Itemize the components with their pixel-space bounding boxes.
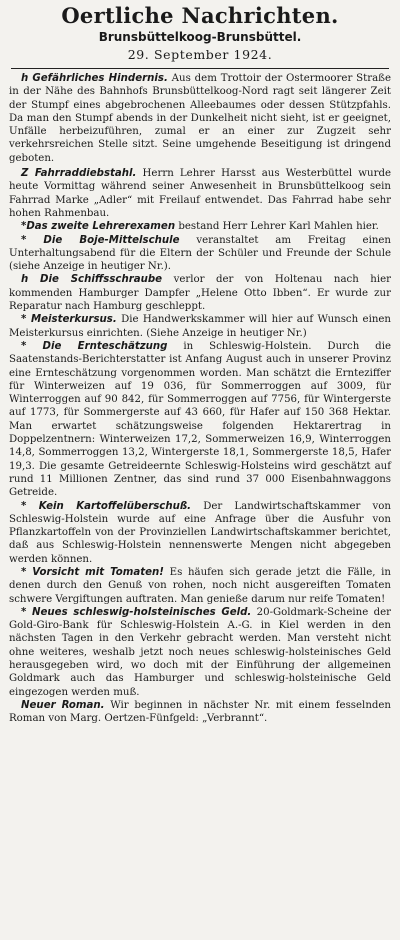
article-heading: * Vorsicht mit Tomaten!	[21, 566, 164, 578]
article-teacher-exam	[9, 220, 391, 233]
article-heading: *Das zweite Lehrerexamen	[21, 221, 176, 233]
article-body: Die Handwerkskammer will hier auf Wunsch einen Meisterkursus einrichten. (Siehe Anzeige in heutiger Nr.)	[9, 314, 391, 339]
article-heading: h Die Schiffsschraube	[21, 274, 163, 286]
article-dangerous-obstacle	[9, 72, 391, 165]
article-body: in Schleswig-Holstein. Durch die Saatenstands-Berichterstatter ist Anfang August auch in unserer Provinz eine Ernteschätzung vorgenommen worden. Man schätzt die Ernteziffer für Winterweizen auf 19 036, für Sommerroggen auf 3009, für Winterroggen auf 90 842, für Sommerroggen auf 7756, für Wintergerste auf 1773, für Sommergerste auf 43 660, für Hafer auf 150 368 Hektar. Man erwartet schätzungsweise folgenden Hektarertrag in Doppelzentnern: Winterweizen 17,2, Sommerweizen 16,9, Winterroggen 14,8, Sommerroggen 13,2, Wintergerste 18,1, Sommergerste 18,5, Hafer 19,3. Die gesamte Getreideernte Schleswig-Holsteins wird geschätzt auf rund 11 Millionen Zentner, das sind rund 37 000 Eisenbahnwaggons Getreide.	[9, 340, 391, 499]
article-heading: * Neues schleswig-holsteinisches Geld.	[21, 606, 252, 618]
article-heading: Z Fahrraddiebstahl.	[21, 168, 137, 180]
article-new-novel	[9, 699, 391, 726]
article-heading: * Die Ernteschätzung	[21, 340, 168, 352]
article-harvest-estimate	[9, 340, 391, 500]
article-bicycle-theft	[9, 167, 391, 220]
article-heading: h Gefährliches Hindernis.	[21, 73, 168, 84]
article-body: Herrn Lehrer Harsst aus Westerbüttel wurde heute Vormittag während seiner Anwesenheit in Brunsbüttelkoog sein Fahrrad Marke „Adler“ mit Freilauf entwendet. Das Fahrrad habe sehr hohen Rahmenbau.	[9, 168, 391, 219]
article-body: bestand Herr Lehrer Karl Mahlen hier.	[178, 221, 379, 233]
article-body: verlor der von Holtenau nach hier kommenden Hamburger Dampfer „Helene Otto Ibben“. Er wurde zur Reparatur nach Hamburg geschleppt.	[9, 274, 392, 313]
article-heading: Neuer Roman.	[21, 699, 105, 711]
article-body: Es häufen sich gerade jetzt die Fälle, in denen durch den Genuß von rohen, noch nicht ausgereiften Tomaten schwere Vergiftungen auftraten. Man genieße darum nur reife Tomaten!	[9, 566, 391, 605]
article-list	[9, 72, 391, 726]
article-tomato-warning	[9, 566, 391, 606]
article-body: Aus dem Trottoir der Ostermoorer Straße in der Nähe des Bahnhofs Brunsbüttelkoog-Nord ragt seit längerer Zeit der Stumpf eines abgebrochenen Alleebaumes oder dessen Stützpfahls. Da man den Stumpf abends in der Dunkelheit nicht sieht, ist er geeignet, Unfälle herbeizuführen, zumal er an einer zur Zugzeit sehr verkehrsreichen Stelle sitzt. Seine umgehende Beseitigung ist dringend geboten.	[9, 73, 391, 164]
header-divider	[11, 68, 389, 69]
article-potato-surplus	[9, 500, 391, 566]
article-heading: * Kein Kartoffelüberschuß.	[21, 500, 192, 512]
article-body: 20-Goldmark-Scheine der Gold-Giro-Bank für Schleswig-Holstein A.-G. in Kiel werden in den nächsten Tagen in den Verkehr gebracht werden. Man versteht nicht ohne weiteres, weshalb jetzt noch neues schleswig-holsteinisches Geld herausgegeben wird, wo doch mit der Einführung der allgemeinen Goldmark auch das Hamburger und schleswig-holsteinische Geld eingezogen werden muß.	[9, 606, 391, 698]
article-new-money	[9, 606, 391, 699]
article-body: veranstaltet am Freitag einen Unterhaltungsabend für die Eltern der Schüler und Freunde der Schule (siehe Anzeige in heutiger Nr.).	[9, 234, 391, 273]
article-heading: * Die Boje-Mittelschule	[21, 234, 180, 246]
article-body: Wir beginnen in nächster Nr. mit einem fesselnden Roman von Marg. Oertzen-Fünfgeld: „Verbrannt“.	[9, 699, 391, 725]
article-middle-school	[9, 234, 391, 274]
article-ship-propeller	[9, 273, 391, 313]
newspaper-clipping	[0, 3, 400, 940]
section-subtitle: Brunsbüttelkoog-Brunsbüttel.	[98, 30, 302, 44]
section-title: Oertliche Nachrichten.	[61, 3, 339, 28]
article-body: Der Landwirtschaftskammer von Schleswig-Holstein wurde auf eine Anfrage über die Ausfuhr von Pflanzkartoffeln von der Provinziellen Landwirtschaftskammer berichtet, daß aus Schleswig-Holstein nennenswerte Mengen nicht abgegeben werden können.	[9, 500, 391, 565]
issue-date: 29. September 1924.	[127, 47, 273, 62]
article-heading: * Meisterkursus.	[21, 314, 117, 326]
article-master-course	[9, 313, 391, 340]
